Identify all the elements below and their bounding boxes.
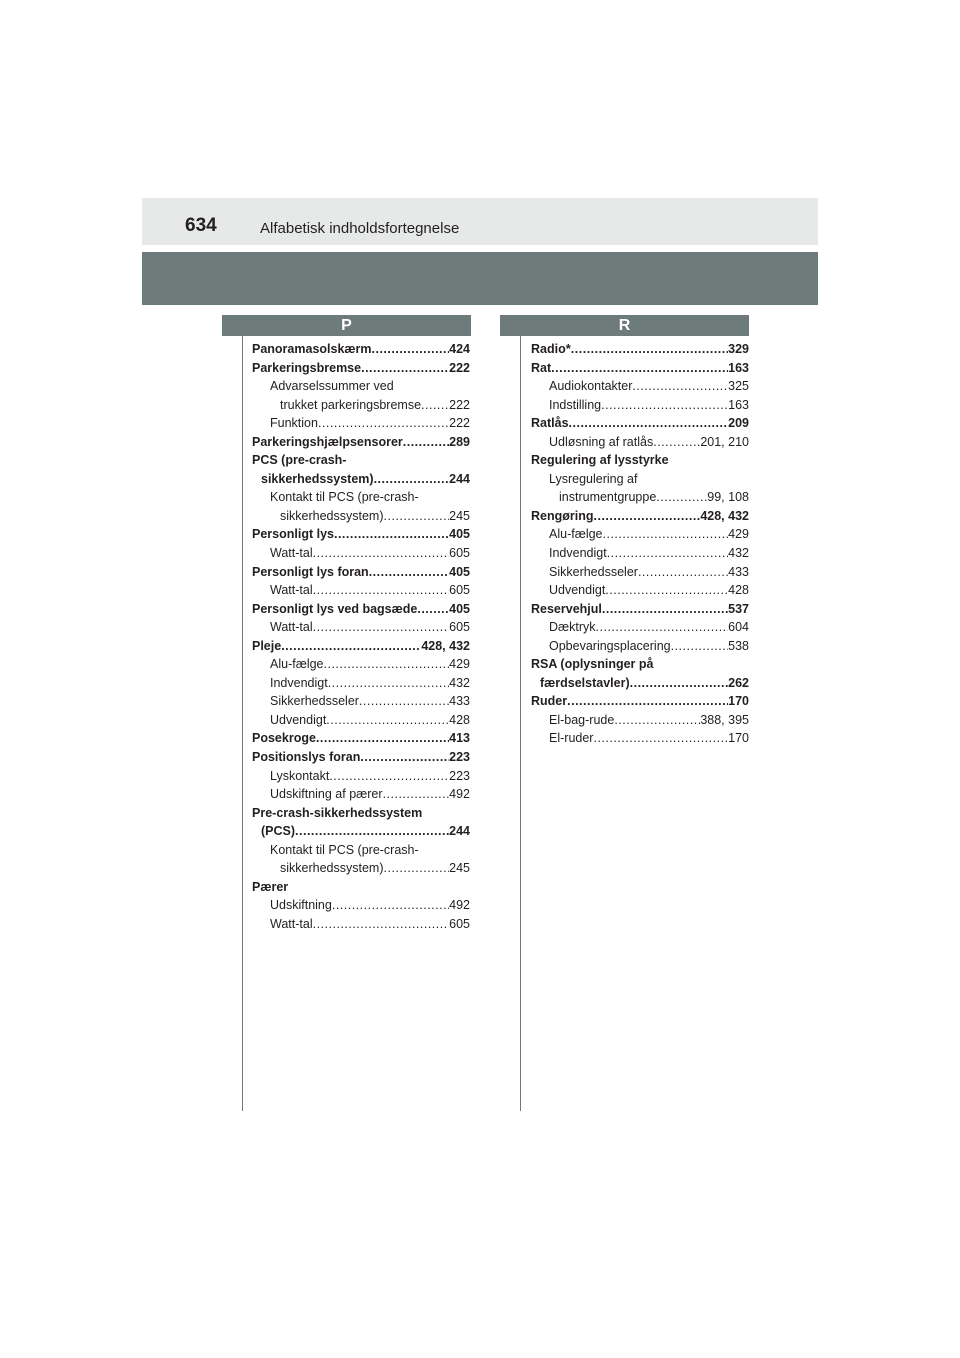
page-reference: 413 bbox=[449, 731, 470, 746]
leader-dots bbox=[569, 414, 729, 433]
index-entry bbox=[252, 822, 470, 841]
index-term: Udvendigt bbox=[270, 712, 327, 727]
index-entry bbox=[531, 711, 749, 730]
page-reference: 405 bbox=[449, 564, 470, 579]
page-reference: 537 bbox=[728, 601, 749, 616]
index-term: Udvendigt bbox=[549, 583, 606, 598]
index-term: Pre-crash-sikkerhedssystem bbox=[252, 805, 423, 820]
index-column-r bbox=[531, 340, 749, 748]
index-entry bbox=[531, 729, 749, 748]
index-entry bbox=[252, 544, 470, 563]
page-reference: 163 bbox=[728, 360, 749, 375]
index-entry: Radio * ..... 329 bbox=[531, 340, 749, 359]
page-reference: 428, 432 bbox=[700, 508, 749, 523]
index-entry bbox=[252, 878, 470, 897]
leader-dots bbox=[313, 915, 450, 934]
index-entry bbox=[252, 674, 470, 693]
index-entry bbox=[252, 655, 470, 674]
index-term: RSA (oplysninger på bbox=[531, 657, 654, 672]
index-entry bbox=[252, 748, 470, 767]
index-term: Regulering af lysstyrke bbox=[531, 453, 669, 468]
column-rule-right bbox=[520, 336, 521, 1111]
leader-dots bbox=[417, 600, 449, 619]
leader-dots bbox=[601, 396, 728, 415]
page-reference: 429 bbox=[728, 527, 749, 542]
index-column-p bbox=[252, 340, 470, 934]
page-reference: 222 bbox=[449, 360, 470, 375]
leader-dots bbox=[567, 692, 728, 711]
index-term: Sikkerhedsseler bbox=[270, 694, 359, 709]
index-term: Posekroge bbox=[252, 731, 316, 746]
index-term: Panoramasolskærm bbox=[252, 342, 372, 356]
index-entry bbox=[252, 359, 470, 378]
page-reference: 605 bbox=[449, 583, 470, 598]
page-reference: 209 bbox=[728, 416, 749, 431]
page-reference: 429 bbox=[449, 657, 470, 672]
index-term: Kontakt til PCS (pre-crash- bbox=[270, 490, 419, 505]
index-term: Personligt lys bbox=[252, 527, 334, 542]
page-reference: 245 bbox=[449, 508, 470, 523]
index-entry bbox=[252, 507, 470, 526]
page-reference: 245 bbox=[449, 861, 470, 876]
index-entry bbox=[252, 841, 470, 860]
leader-dots bbox=[605, 581, 728, 600]
page-reference: 223 bbox=[449, 750, 470, 765]
leader-dots bbox=[384, 507, 450, 526]
index-entry bbox=[531, 674, 749, 693]
leader-dots bbox=[602, 600, 728, 619]
index-term: Pærer bbox=[252, 879, 289, 894]
index-term: Udskiftning af pærer bbox=[270, 787, 383, 802]
page-reference: 432 bbox=[728, 546, 749, 561]
page-reference: 244 bbox=[449, 471, 470, 486]
index-term: Watt-tal bbox=[270, 583, 313, 598]
index-entry bbox=[531, 470, 749, 489]
index-term: Parkeringshjælpsensorer bbox=[252, 434, 403, 449]
section-header-r: R bbox=[500, 315, 749, 336]
page-reference: 222 bbox=[449, 416, 470, 431]
index-term: El-bag-rude bbox=[549, 712, 615, 727]
index-entry bbox=[252, 729, 470, 748]
leader-dots bbox=[603, 525, 729, 544]
index-entry bbox=[531, 637, 749, 656]
section-header-p: P bbox=[222, 315, 471, 336]
page-reference: 428 bbox=[449, 712, 470, 727]
index-entry bbox=[252, 637, 470, 656]
page-reference: 405 bbox=[449, 601, 470, 616]
page-reference: 428, 432 bbox=[421, 638, 470, 653]
index-term: Kontakt til PCS (pre-crash- bbox=[270, 842, 419, 857]
page-reference: 492 bbox=[449, 787, 470, 802]
page-reference: 432 bbox=[449, 675, 470, 690]
index-entry bbox=[252, 804, 470, 823]
index-term: Indstilling bbox=[549, 397, 602, 412]
index-term: Ratlås bbox=[531, 416, 569, 431]
index-entry bbox=[531, 488, 749, 507]
page-reference: 388, 395 bbox=[700, 712, 749, 727]
index-entry bbox=[531, 655, 749, 674]
page-reference: 170 bbox=[728, 694, 749, 709]
index-term: Watt-tal bbox=[270, 916, 313, 931]
index-term: trukket parkeringsbremse bbox=[280, 397, 422, 412]
leader-dots bbox=[369, 563, 449, 582]
page-reference: 262 bbox=[728, 675, 749, 690]
leader-dots bbox=[653, 433, 700, 452]
index-entry bbox=[252, 340, 470, 359]
index-entry bbox=[531, 396, 749, 415]
leader-dots bbox=[671, 637, 729, 656]
leader-dots bbox=[316, 729, 449, 748]
page-reference: 163 bbox=[728, 397, 749, 412]
page-reference: 325 bbox=[728, 379, 749, 394]
index-entry bbox=[531, 359, 749, 378]
index-term: Radio bbox=[531, 342, 566, 356]
leader-dots bbox=[571, 340, 728, 359]
index-term: sikkerhedssystem) bbox=[280, 861, 384, 876]
index-term: sikkerhedssystem) bbox=[261, 471, 374, 486]
leader-dots bbox=[630, 674, 729, 693]
index-entry bbox=[252, 488, 470, 507]
index-entry bbox=[531, 600, 749, 619]
leader-dots bbox=[334, 525, 449, 544]
leader-dots bbox=[329, 767, 449, 786]
leader-dots bbox=[632, 377, 728, 396]
page-reference: 289 bbox=[449, 434, 470, 449]
leader-dots bbox=[313, 618, 450, 637]
index-entry bbox=[252, 785, 470, 804]
index-entry bbox=[252, 525, 470, 544]
index-entry bbox=[252, 767, 470, 786]
index-term: instrumentgruppe bbox=[559, 490, 657, 505]
index-entry bbox=[252, 859, 470, 878]
index-term: Indvendigt bbox=[270, 675, 328, 690]
index-term: færdselstavler) bbox=[540, 675, 630, 690]
index-entry bbox=[531, 544, 749, 563]
index-term: Advarselssummer ved bbox=[270, 379, 394, 394]
index-term: PCS (pre-crash- bbox=[252, 453, 347, 468]
index-entry bbox=[252, 711, 470, 730]
index-entry bbox=[531, 433, 749, 452]
index-term: Personligt lys ved bagsæde bbox=[252, 601, 418, 616]
leader-dots bbox=[360, 748, 449, 767]
index-term: Watt-tal bbox=[270, 620, 313, 635]
index-entry bbox=[252, 433, 470, 452]
index-term: Opbevaringsplacering bbox=[549, 638, 671, 653]
page-reference: 329 bbox=[728, 342, 749, 356]
index-entry bbox=[252, 414, 470, 433]
page-reference: 424 bbox=[449, 342, 470, 356]
page-reference: 605 bbox=[449, 620, 470, 635]
index-entry bbox=[531, 377, 749, 396]
index-term: Funktion bbox=[270, 416, 318, 431]
index-term: Udskiftning bbox=[270, 898, 332, 913]
leader-dots bbox=[374, 470, 450, 489]
index-term: Parkeringsbremse bbox=[252, 360, 362, 375]
index-entry bbox=[252, 896, 470, 915]
index-term: Pleje bbox=[252, 638, 282, 653]
index-entry bbox=[252, 470, 470, 489]
page-title: Alfabetisk indholdsfortegnelse bbox=[260, 220, 460, 237]
index-entry bbox=[252, 377, 470, 396]
leader-dots bbox=[324, 655, 450, 674]
index-entry bbox=[531, 451, 749, 470]
page-number: 634 bbox=[185, 215, 217, 236]
page-reference: 201, 210 bbox=[700, 434, 749, 449]
leader-dots bbox=[638, 563, 728, 582]
index-term: El-ruder bbox=[549, 731, 594, 746]
leader-dots bbox=[318, 414, 449, 433]
leader-dots bbox=[281, 637, 421, 656]
index-term: Audiokontakter bbox=[549, 379, 633, 394]
page-reference: 222 bbox=[449, 397, 470, 412]
index-term: Reservehjul bbox=[531, 601, 602, 616]
index-entry bbox=[252, 692, 470, 711]
index-term: Alu-fælge bbox=[270, 657, 324, 672]
page-reference: 492 bbox=[449, 898, 470, 913]
leader-dots bbox=[614, 711, 700, 730]
page-reference: 605 bbox=[449, 546, 470, 561]
leader-dots bbox=[295, 822, 449, 841]
index-entry bbox=[531, 507, 749, 526]
index-term: Udløsning af ratlås bbox=[549, 434, 654, 449]
leader-dots bbox=[607, 544, 728, 563]
index-term: Rat bbox=[531, 360, 552, 375]
index-term: sikkerhedssystem) bbox=[280, 508, 384, 523]
chapter-band bbox=[142, 252, 818, 305]
index-entry bbox=[252, 915, 470, 934]
index-term: Dæktryk bbox=[549, 620, 596, 635]
page-reference: 170 bbox=[728, 731, 749, 746]
index-term: Lyskontakt bbox=[270, 768, 330, 783]
index-entry bbox=[252, 396, 470, 415]
leader-dots bbox=[328, 674, 449, 693]
index-entry bbox=[252, 581, 470, 600]
page-reference: 433 bbox=[449, 694, 470, 709]
leader-dots bbox=[383, 785, 450, 804]
page-reference: 223 bbox=[449, 768, 470, 783]
index-entry bbox=[531, 692, 749, 711]
leader-dots bbox=[594, 507, 701, 526]
leader-dots bbox=[326, 711, 449, 730]
index-term: Ruder bbox=[531, 694, 568, 709]
index-term: Positionslys foran bbox=[252, 750, 361, 765]
leader-dots bbox=[332, 896, 449, 915]
leader-dots bbox=[361, 359, 449, 378]
leader-dots bbox=[551, 359, 728, 378]
leader-dots bbox=[593, 729, 728, 748]
leader-dots bbox=[656, 488, 707, 507]
page-reference: 99, 108 bbox=[707, 490, 749, 505]
index-entry bbox=[531, 581, 749, 600]
index-term: Rengøring bbox=[531, 508, 594, 523]
index-term: Lysregulering af bbox=[549, 471, 638, 486]
index-entry bbox=[531, 563, 749, 582]
leader-dots bbox=[359, 692, 449, 711]
index-term: Watt-tal bbox=[270, 546, 313, 561]
column-rule-left bbox=[242, 336, 243, 1111]
page-reference: 538 bbox=[728, 638, 749, 653]
leader-dots bbox=[372, 340, 450, 359]
page-reference: 244 bbox=[449, 824, 470, 839]
leader-dots bbox=[313, 581, 450, 600]
page-reference: 428 bbox=[728, 583, 749, 598]
page-reference: 604 bbox=[728, 620, 749, 635]
index-entry bbox=[531, 525, 749, 544]
leader-dots bbox=[384, 859, 450, 878]
index-entry bbox=[252, 600, 470, 619]
index-entry bbox=[252, 563, 470, 582]
leader-dots bbox=[421, 396, 449, 415]
index-term: Indvendigt bbox=[549, 546, 607, 561]
index-term: Sikkerhedsseler bbox=[549, 564, 638, 579]
index-entry bbox=[252, 451, 470, 470]
index-term: Alu-fælge bbox=[549, 527, 603, 542]
index-term: Personligt lys foran bbox=[252, 564, 369, 579]
index-entry bbox=[531, 618, 749, 637]
page-reference: 433 bbox=[728, 564, 749, 579]
leader-dots bbox=[403, 433, 449, 452]
header-band bbox=[142, 198, 818, 245]
index-entry bbox=[252, 618, 470, 637]
page-reference: 605 bbox=[449, 916, 470, 931]
index-entry bbox=[531, 414, 749, 433]
page-reference: 405 bbox=[449, 527, 470, 542]
index-term: (PCS) bbox=[261, 824, 296, 839]
leader-dots bbox=[596, 618, 729, 637]
leader-dots bbox=[313, 544, 450, 563]
